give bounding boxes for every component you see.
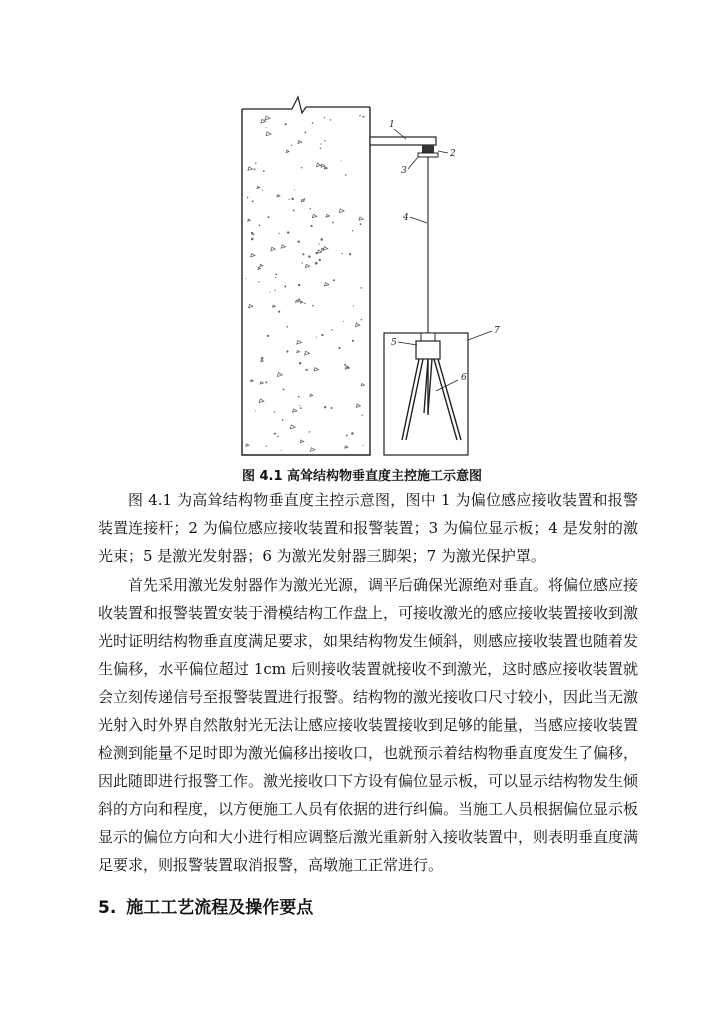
laser-emitter [416, 333, 440, 359]
callout-5: 5 [391, 338, 397, 348]
callout-7: 7 [494, 326, 500, 336]
figure-caption: 图 4.1 高耸结构物垂直度主控施工示意图 [241, 469, 483, 484]
callout-3: 3 [401, 166, 407, 176]
tripod [402, 359, 461, 440]
section-title: 施工工艺流程及操作要点 [126, 898, 314, 918]
callout-2: 2 [450, 149, 456, 159]
receiver-alarm-device [418, 145, 438, 157]
concrete-column [242, 97, 370, 455]
callout-6: 6 [461, 373, 467, 383]
section-heading [98, 893, 323, 918]
construction-diagram [236, 95, 506, 457]
paragraph-figure-description: 图 4.1 为高耸结构物垂直度主控示意图，图中 1 为偏位感应接收装置和报警装置连接杆；2 为偏位感应接收装置和报警装置；3 为偏位显示板；4 是发射的激光束；5 是激光发射器；6 为激光发射器三脚架；7 为激光保护罩。 [98, 491, 638, 565]
callout-4: 4 [403, 213, 409, 223]
callout-1: 1 [389, 120, 395, 130]
connecting-rod [370, 137, 436, 145]
paragraph-principle: 首先采用激光发射器作为激光光源，调平后确保光源绝对垂直。将偏位感应接收装置和报警装置安装于滑模结构工作盘上，可接收激光的感应接收装置接收到激光时证明结构物垂直度满足要求，如果结构物发生倾斜，则感应接收装置也随着发生偏移，水平偏位超过 1cm 后则接收装置就接收不到激光，这时感应接收装置就会立刻传递信号至报警装置进行报警。结构物的激光接收口尺寸较小，因此当无激光射入时外界自然散射光无法让感应接收装置接收到足够的能量，当感应接收装置检测到能量不足时即为激光偏移出接收口，也就预示着结构物垂直度发生了偏移，因此随即进行报警工作。激光接收口下方设有偏位显示板，可以显示结构物发生倾斜的方向和程度，以方便施工人员有依据的进行纠偏。当施工人员根据偏位显示板显示的偏位方向和大小进行相应调整后激光重新射入接收装置中，则表明垂直度满足要求，则报警装置取消报警，高墩施工正常进行。 [98, 576, 639, 874]
section-number: 5. [98, 898, 117, 918]
